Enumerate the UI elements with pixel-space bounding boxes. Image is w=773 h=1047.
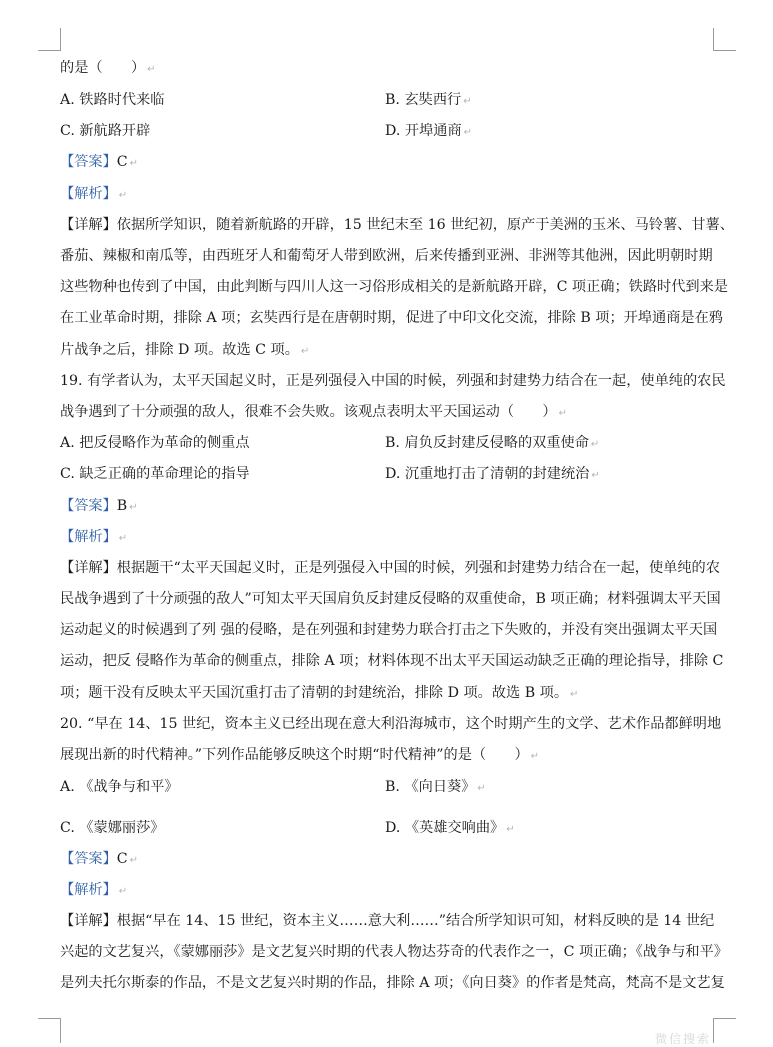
q20-option-a: A. 《战争与和平》 xyxy=(60,779,179,795)
q19-analysis-label: 【解析】 ↵ xyxy=(60,529,128,545)
crop-mark-bottom-left xyxy=(38,1018,61,1043)
q19-option-c: C. 缺乏正确的革命理论的指导 xyxy=(60,466,250,482)
prev-detail-line-3: 这些物种也传到了中国，由此判断与四川人这一习俗形成相关的是新航路开辟，C 项正确；铁路时代到来是 xyxy=(60,279,728,295)
prev-option-b: B. 玄奘西行 ↵ xyxy=(385,92,472,108)
q19-option-a: A. 把反侵略作为革命的侧重点 xyxy=(60,435,250,451)
q20-option-c: C. 《蒙娜丽莎》 xyxy=(60,820,165,836)
q20-stem-line-2: 展现出新的时代精神。”下列作品能够反映这个时期“时代精神”的是（ ） ↵ xyxy=(60,747,540,763)
prev-option-c: C. 新航路开辟 xyxy=(60,123,151,139)
prev-stem-tail: 的是（ ） ↵ xyxy=(60,60,156,76)
crop-mark-bottom-right xyxy=(713,1018,736,1043)
q19-detail-line-1: 【详解】根据题干“太平天国起义时，正是列强侵入中国的时候，列强和封建势力结合在一起，使单纯的农 xyxy=(60,560,720,576)
q19-stem-line-1: 19. 有学者认为，太平天国起义时，正是列强侵入中国的时候，列强和封建势力结合在一起，使单纯的农民 xyxy=(60,373,726,389)
q19-detail-line-2: 民战争遇到了十分顽强的敌人”可知太平天国肩负反封建反侵略的双重使命，B 项正确；材料强调太平天国 xyxy=(60,591,721,607)
q20-analysis-label: 【解析】 ↵ xyxy=(60,882,128,898)
prev-analysis-label: 【解析】 ↵ xyxy=(60,186,128,202)
prev-detail-line-1: 【详解】依据所学知识，随着新航路的开辟，15 世纪末至 16 世纪初，原产于美洲的玉米、马铃薯、甘薯、 xyxy=(60,217,734,233)
q20-detail-line-3: 是列夫托尔斯泰的作品，不是文艺复兴时期的作品，排除 A 项；《向日葵》的作者是梵高，梵高不是文艺复 xyxy=(60,975,725,991)
crop-mark-top-left xyxy=(38,28,61,51)
q19-option-b: B. 肩负反封建反侵略的双重使命 ↵ xyxy=(385,435,600,451)
watermark: 微信搜索 xyxy=(655,1032,712,1046)
q19-detail-line-3: 运动起义的时候遇到了列 强的侵略，是在列强和封建势力联合打击之下失败的，并没有突出强调太平天国 xyxy=(60,622,718,638)
prev-option-d: D. 开埠通商 ↵ xyxy=(385,123,473,139)
q19-answer: 【答案】B ↵ xyxy=(60,498,138,514)
q19-option-d: D. 沉重地打击了清朝的封建统治 ↵ xyxy=(385,466,600,482)
q19-detail-line-5: 项；题干没有反映太平天国沉重打击了清朝的封建统治，排除 D 项。故选 B 项。 ↵ xyxy=(60,685,579,701)
q20-option-d: D. 《英雄交响曲》 ↵ xyxy=(385,820,515,836)
prev-answer: 【答案】C ↵ xyxy=(60,154,139,170)
q20-detail-line-1: 【详解】根据“早在 14、15 世纪，资本主义……意大利……”结合所学知识可知，材料反映的是 14 世纪 xyxy=(60,913,715,929)
q20-option-b: B. 《向日葵》 ↵ xyxy=(385,779,486,795)
prev-option-a: A. 铁路时代来临 xyxy=(60,92,165,108)
q20-detail-line-2: 兴起的文艺复兴，《蒙娜丽莎》是文艺复兴时期的代表人物达芬奇的代表作之一，C 项正确；《战争与和平》 xyxy=(60,944,728,960)
q19-stem-line-2: 战争遇到了十分顽强的敌人，很难不会失败。该观点表明太平天国运动（ ） ↵ xyxy=(60,404,567,420)
prev-detail-line-5: 片战争之后，排除 D 项。故选 C 项。 ↵ xyxy=(60,342,310,358)
q20-stem-line-1: 20. “早在 14、15 世纪，资本主义已经出现在意大利沿海城市，这个时期产生的文学、艺术作品都鲜明地 xyxy=(60,716,722,732)
crop-mark-top-right xyxy=(713,28,736,51)
q19-detail-line-4: 运动，把反 侵略作为革命的侧重点，排除 A 项；材料体现不出太平天国运动缺乏正确的理论指导，排除 C xyxy=(60,653,724,669)
prev-detail-line-4: 在工业革命时期，排除 A 项；玄奘西行是在唐朝时期，促进了中印文化交流，排除 B 项；开埠通商是在鸦 xyxy=(60,310,723,326)
prev-detail-line-2: 番茄、辣椒和南瓜等，由西班牙人和葡萄牙人带到欧洲，后来传播到亚洲、非洲等其他洲，因此明朝时期 xyxy=(60,248,713,264)
q20-answer: 【答案】C ↵ xyxy=(60,851,139,867)
